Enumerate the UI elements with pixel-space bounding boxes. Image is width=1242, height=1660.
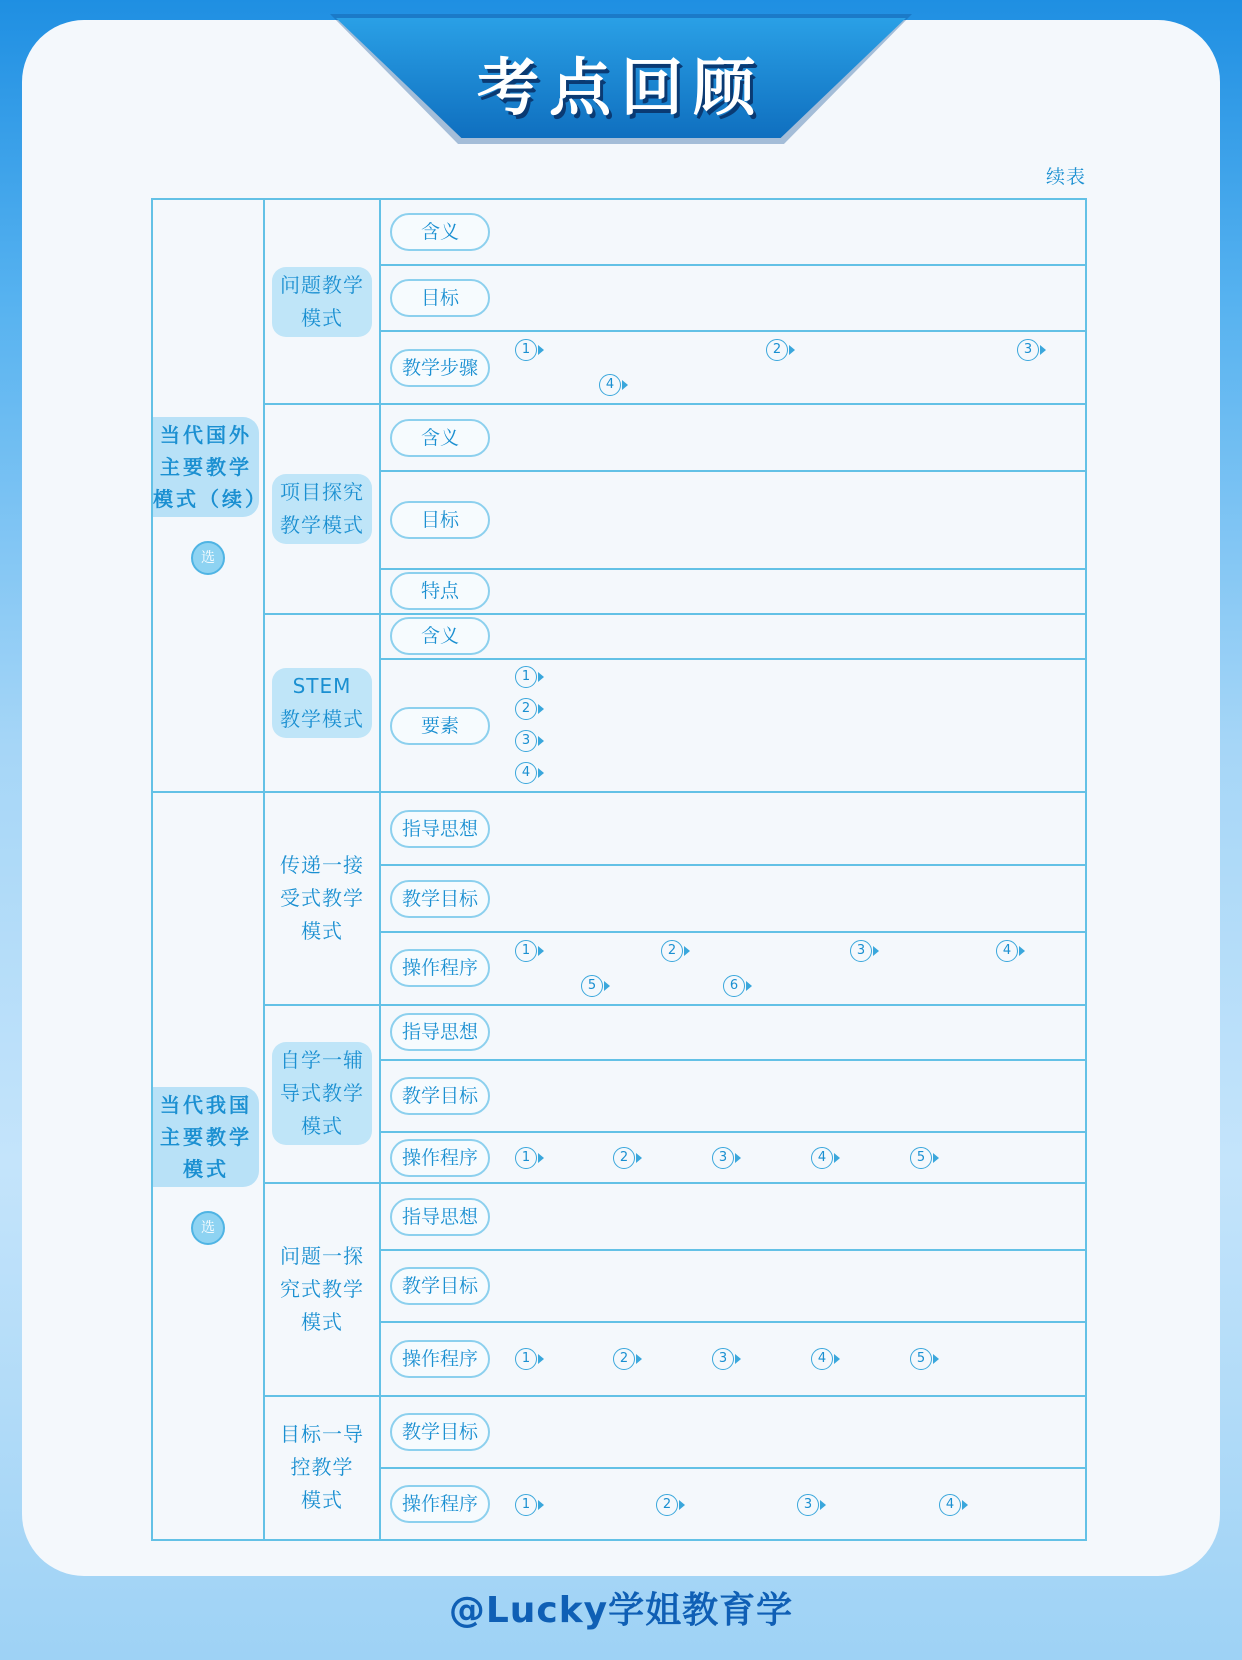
blank-marker: 5 [910, 1147, 939, 1169]
item-label: 教学步骤 [390, 349, 490, 387]
blank-marker: 2 [613, 1348, 642, 1370]
blank-area [490, 660, 1085, 791]
table-row [152, 1005, 1086, 1060]
item-cell [380, 569, 1086, 614]
item-cell [380, 1322, 1086, 1395]
item-cell [380, 1060, 1086, 1132]
blank-marker: 4 [811, 1147, 840, 1169]
blank-marker: 5 [581, 975, 610, 997]
blank-marker: 4 [996, 940, 1025, 962]
item-cell [380, 932, 1086, 1005]
select-icon: 选 [191, 541, 225, 575]
model-name: STEM 教学模式 [272, 668, 372, 738]
item-cell [380, 1250, 1086, 1322]
model-cell [264, 792, 380, 1004]
blank-area [490, 1133, 1085, 1182]
blank-marker: 2 [613, 1147, 642, 1169]
model-cell [264, 1396, 380, 1540]
blank-marker: 1 [515, 666, 544, 688]
blank-marker: 3 [797, 1494, 826, 1516]
blank-marker: 1 [515, 339, 544, 361]
blank-marker: 1 [515, 1494, 544, 1516]
review-table [151, 198, 1087, 1541]
table-row [152, 1396, 1086, 1468]
blank-marker: 6 [723, 975, 752, 997]
model-name: 问题一探 究式教学 模式 [280, 1243, 364, 1334]
watermark: @Lucky学姐教育学 [448, 1590, 794, 1631]
item-label: 目标 [390, 501, 490, 539]
blank-area [490, 933, 1085, 1004]
blank-marker: 1 [515, 1147, 544, 1169]
item-label: 含义 [390, 213, 490, 251]
item-label: 操作程序 [390, 1340, 490, 1378]
item-cell [380, 792, 1086, 865]
page-title: 考点回顾 [476, 51, 765, 124]
item-label: 指导思想 [390, 1013, 490, 1051]
category-cell [152, 199, 268, 792]
blank-marker: 4 [939, 1494, 968, 1516]
blank-area [490, 332, 1085, 403]
item-label: 含义 [390, 617, 490, 655]
blank-marker: 4 [599, 374, 628, 396]
table-row [152, 404, 1086, 470]
blank-marker: 3 [850, 940, 879, 962]
category-cell [152, 792, 264, 1540]
item-cell [380, 265, 1086, 331]
model-name: 传递一接 受式教学 模式 [280, 853, 364, 943]
blank-marker: 2 [661, 940, 690, 962]
item-label: 操作程序 [390, 949, 490, 987]
item-label: 指导思想 [390, 810, 490, 848]
model-name: 自学一辅 导式教学 模式 [272, 1042, 372, 1145]
category-label: 当代我国 主要教学 模式 [153, 1087, 259, 1187]
item-label: 指导思想 [390, 1198, 490, 1236]
item-label: 要素 [390, 707, 490, 745]
item-label: 教学目标 [390, 1413, 490, 1451]
blank-marker: 3 [712, 1348, 741, 1370]
blank-marker: 2 [656, 1494, 685, 1516]
item-cell [380, 1468, 1086, 1540]
table-row [152, 1183, 1086, 1250]
item-label: 教学目标 [390, 1267, 490, 1305]
item-label: 操作程序 [390, 1139, 490, 1177]
blank-area [490, 1323, 1085, 1394]
blank-marker: 1 [515, 940, 544, 962]
item-cell [380, 404, 1086, 470]
model-name: 项目探究 教学模式 [272, 474, 372, 544]
item-label: 教学目标 [390, 1077, 490, 1115]
model-cell [264, 1005, 380, 1183]
item-label: 目标 [390, 279, 490, 317]
item-cell [380, 1183, 1086, 1250]
category-label: 当代国外 主要教学 模式（续） [153, 417, 259, 517]
item-cell [380, 659, 1086, 792]
item-cell [380, 1132, 1086, 1183]
blank-marker: 2 [515, 698, 544, 720]
continued-label: 续表 [1045, 166, 1086, 188]
blank-area [490, 1469, 1085, 1539]
blank-marker: 4 [811, 1348, 840, 1370]
item-cell [380, 614, 1086, 659]
model-name: 目标一导 控教学 模式 [280, 1422, 364, 1513]
item-label: 特点 [390, 572, 490, 610]
item-cell [380, 199, 1086, 265]
item-cell [380, 865, 1086, 931]
blank-marker: 3 [515, 730, 544, 752]
table-row [152, 614, 1086, 659]
model-cell [264, 404, 380, 613]
model-name: 问题教学 模式 [272, 267, 372, 337]
item-cell [380, 331, 1086, 404]
model-cell [264, 614, 380, 792]
blank-marker: 3 [1017, 339, 1046, 361]
model-cell [264, 1183, 380, 1395]
table-row [152, 792, 1086, 865]
item-label: 教学目标 [390, 880, 490, 918]
item-cell [380, 1005, 1086, 1060]
model-cell [264, 199, 380, 404]
blank-marker: 1 [515, 1348, 544, 1370]
blank-marker: 4 [515, 762, 544, 784]
blank-marker: 3 [712, 1147, 741, 1169]
blank-marker: 5 [910, 1348, 939, 1370]
item-cell [380, 1396, 1086, 1468]
blank-marker: 2 [766, 339, 795, 361]
item-label: 操作程序 [390, 1485, 490, 1523]
item-label: 含义 [390, 419, 490, 457]
table-row [152, 199, 1086, 265]
item-cell [380, 471, 1086, 569]
select-icon: 选 [191, 1211, 225, 1245]
